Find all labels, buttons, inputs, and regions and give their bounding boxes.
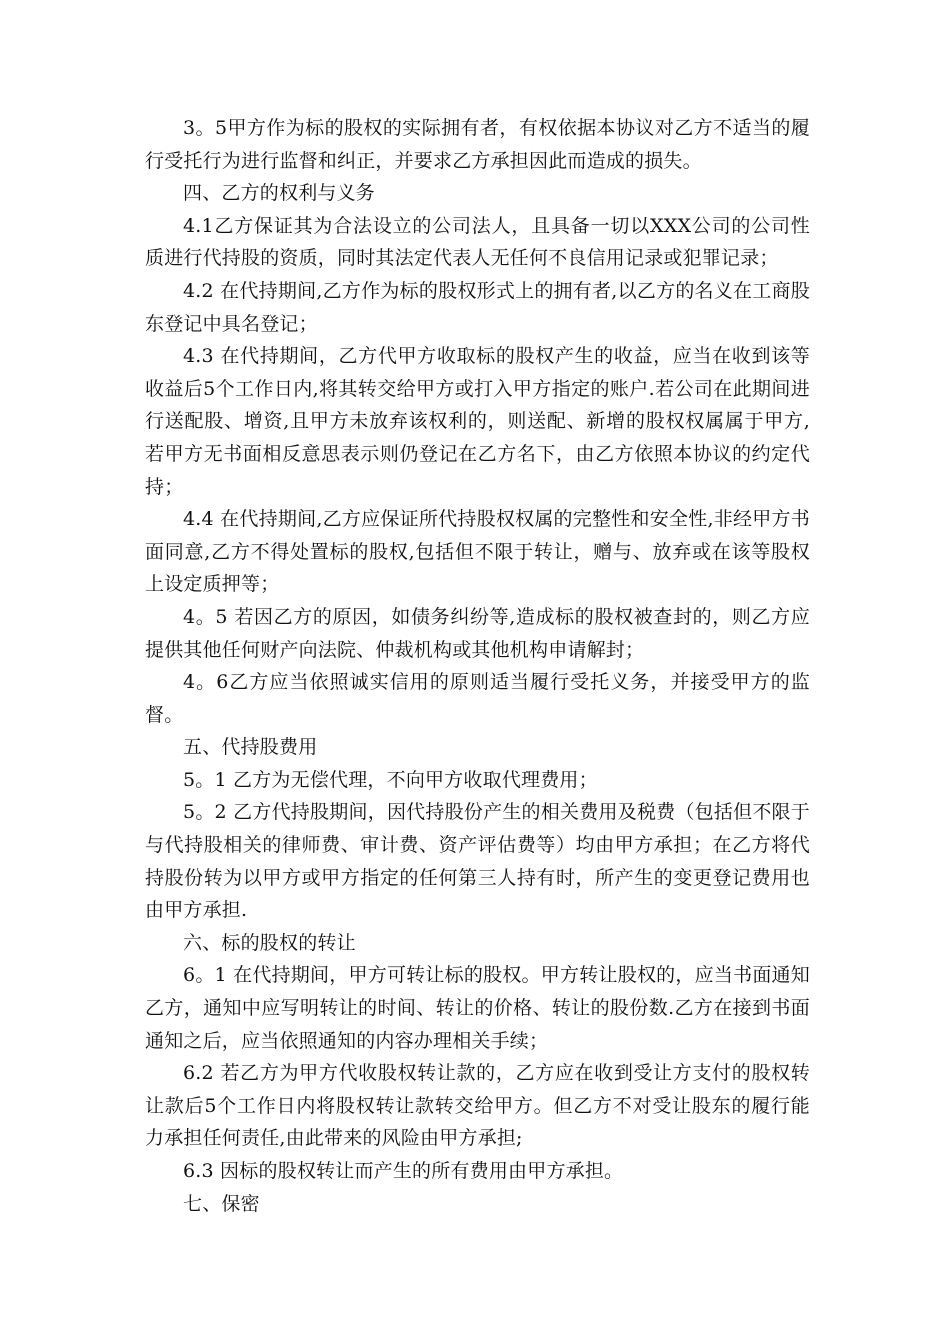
clause-3-5: 3。5甲方作为标的股权的实际拥有者，有权依据本协议对乙方不适当的履行受托行为进行监督和纠正，并要求乙方承担因此而造成的损失。: [145, 117, 810, 172]
clause-6-2: 6.2 若乙方为甲方代收股权转让款的，乙方应在收到受让方支付的股权转让款后5个工作日内将股权转让款转交给甲方。但乙方不对受让股东的履行能力承担任何责任,由此带来的风险由甲方承担;: [145, 1062, 810, 1150]
clause-6-1: 6。1 在代持期间，甲方可转让标的股权。甲方转让股权的，应当书面通知乙方，通知中应写明转让的时间、转让的价格、转让的股份数.乙方在接到书面通知之后，应当依照通知的内容办理相关手续；: [145, 964, 810, 1052]
clause-4-3: 4.3 在代持期间，乙方代甲方收取标的股权产生的收益，应当在收到该等收益后5个工作日内,将其转交给甲方或打入甲方指定的账户.若公司在此期间进行送配股、增资,且甲方未放弃该权利的，则送配、新增的股权权属属于甲方,若甲方无书面相反意思表示则仍登记在乙方名下，由乙方依照本协议的约定代持；: [145, 345, 810, 498]
clause-4-6: 4。6乙方应当依照诚实信用的原则适当履行受托义务，并接受甲方的监督。: [145, 671, 810, 726]
clause-4-1: 4.1乙方保证其为合法设立的公司法人，且具备一切以XXX公司的公司性质进行代持股的资质，同时其法定代表人无任何不良信用记录或犯罪记录；: [145, 214, 810, 270]
clause-4-2: 4.2 在代持期间,乙方作为标的股权形式上的拥有者,以乙方的名义在工商股东登记中具名登记；: [145, 279, 810, 335]
section-heading-7: 七、保密: [183, 1192, 260, 1215]
section-heading-6: 六、标的股权的转让: [183, 931, 356, 954]
clause-5-2: 5。2 乙方代持股期间，因代持股份产生的相关费用及税费（包括但不限于与代持股相关的律师费、审计费、资产评估费等）均由甲方承担；在乙方将代持股份转为以甲方或甲方指定的任何第三人持有时，所产生的变更登记费用也由甲方承担.: [145, 801, 810, 922]
section-heading-4: 四、乙方的权利与义务: [183, 182, 376, 205]
clause-5-1: 5。1 乙方为无偿代理，不向甲方收取代理费用；: [183, 768, 598, 791]
clause-4-4: 4.4 在代持期间,乙方应保证所代持股权权属的完整性和安全性,非经甲方书面同意,乙方不得处置标的股权,包括但不限于转让，赠与、放弃或在该等股权上设定质押等；: [145, 508, 810, 596]
clause-6-3: 6.3 因标的股权转让而产生的所有费用由甲方承担。: [183, 1160, 624, 1182]
section-heading-5: 五、代持股费用: [183, 736, 318, 759]
clause-4-5: 4。5 若因乙方的原因，如债务纠纷等,造成标的股权被查封的，则乙方应提供其他任何财产向法院、仲裁机构或其他机构申请解封；: [145, 605, 810, 661]
document-body: [145, 112, 810, 1220]
